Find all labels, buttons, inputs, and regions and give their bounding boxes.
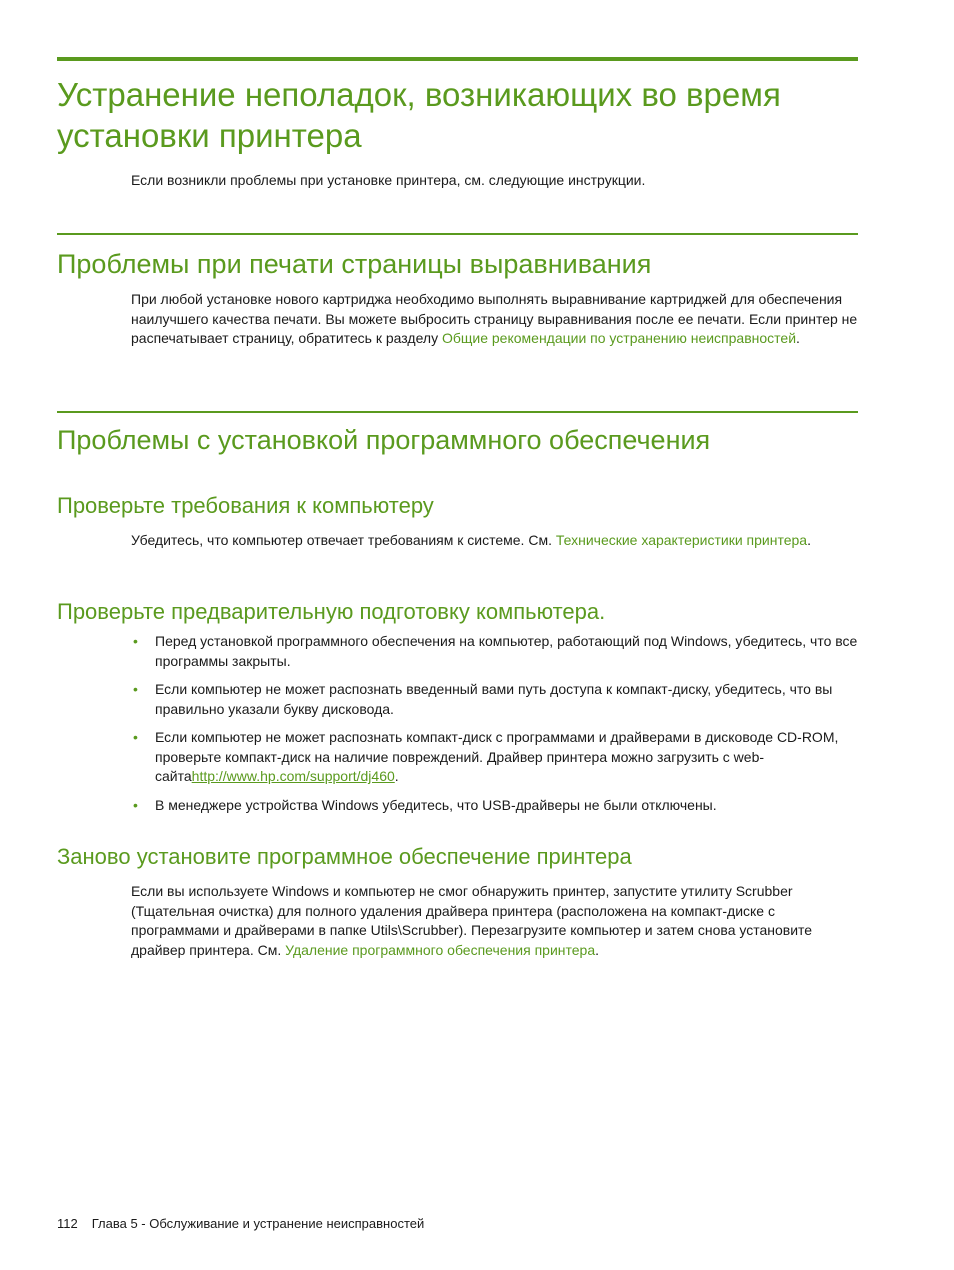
heading-alignment-problems: Проблемы при печати страницы выравнивания — [57, 249, 652, 279]
bullet-icon: • — [133, 633, 138, 649]
list-item-text: Если компьютер не может распознать введенный вами путь доступа к компакт-диску, убедитесь, что вы правильно указали букву дисковода. — [155, 681, 833, 717]
section-rule-software — [57, 411, 858, 413]
intro-text: Если возникли проблемы при установке принтера, см. следующие инструкции. — [131, 172, 646, 188]
page-number: 112 — [57, 1216, 78, 1231]
list-item — [131, 632, 858, 671]
reinstall-after: . — [595, 941, 600, 958]
page-footer — [57, 1215, 424, 1233]
alignment-after: . — [796, 330, 800, 346]
list-item-text: Если компьютер не может распознать компакт-диск с программами и драйверами в дисководе CD-ROM, проверьте компакт-диск на наличие повреждений. Драйвер принтера можно загрузить с web-сайта — [155, 729, 839, 784]
list-item-text: В менеджере устройства Windows убедитесь, что USB-драйверы не были отключены. — [155, 796, 717, 813]
bullet-icon: • — [133, 796, 138, 813]
reinstall-paragraph — [131, 882, 858, 960]
bullet-icon: • — [133, 729, 138, 745]
list-item-after: . — [394, 768, 399, 784]
bullet-icon: • — [133, 681, 138, 697]
preparation-list — [131, 632, 858, 824]
alignment-paragraph — [131, 290, 858, 349]
requirements-text: Убедитесь, что компьютер отвечает требованиям к системе. См. — [131, 532, 556, 548]
alignment-text: При любой установке нового картриджа необходимо выполнять выравнивание картриджей для обеспечения наилучшего качества печати. Вы можете выбросить страницу выравнивания после ее печати. Если принтер не распечатывает страницу, обратитесь к разделу — [131, 291, 858, 346]
hp-support-url-link[interactable]: http://www.hp.com/support/dj460 — [191, 768, 395, 784]
requirements-paragraph — [131, 531, 858, 551]
list-item-text: Перед установкой программного обеспечения на компьютер, работающий под Windows, убедитесь, что все программы закрыты. — [155, 633, 858, 669]
list-item — [131, 680, 858, 719]
general-troubleshooting-link[interactable]: Общие рекомендации по устранению неисправностей — [441, 330, 797, 346]
section-rule-alignment — [57, 233, 858, 235]
heading-software-problems: Проблемы с установкой программного обеспечения — [57, 425, 711, 455]
requirements-after: . — [807, 532, 811, 548]
heading-check-preparation: Проверьте предварительную подготовку компьютера. — [57, 599, 606, 624]
reinstall-text: Если вы используете Windows и компьютер не смог обнаружить принтер, запустите утилиту Scrubber (Тщательная очистка) для полного удаления драйвера принтера (расположена на компакт-диске с программами и драйверами в папке Utils\Scrubber). Перезагрузите компьютер и затем снова установите драйвер принтера. См. — [131, 883, 813, 958]
heading-check-requirements: Проверьте требования к компьютеру — [57, 493, 434, 518]
title-rule — [57, 57, 858, 61]
uninstall-software-link[interactable]: Удаление программного обеспечения принтера — [285, 941, 596, 958]
heading-reinstall-software: Заново установите программное обеспечение принтера — [57, 844, 632, 869]
list-item — [131, 796, 858, 816]
chapter-title: Глава 5 - Обслуживание и устранение неисправностей — [91, 1216, 425, 1231]
specifications-link[interactable]: Технические характеристики принтера — [555, 532, 808, 548]
list-item — [131, 728, 858, 787]
page-title: Устранение неполадок, возникающих во время установки принтера — [57, 76, 781, 154]
